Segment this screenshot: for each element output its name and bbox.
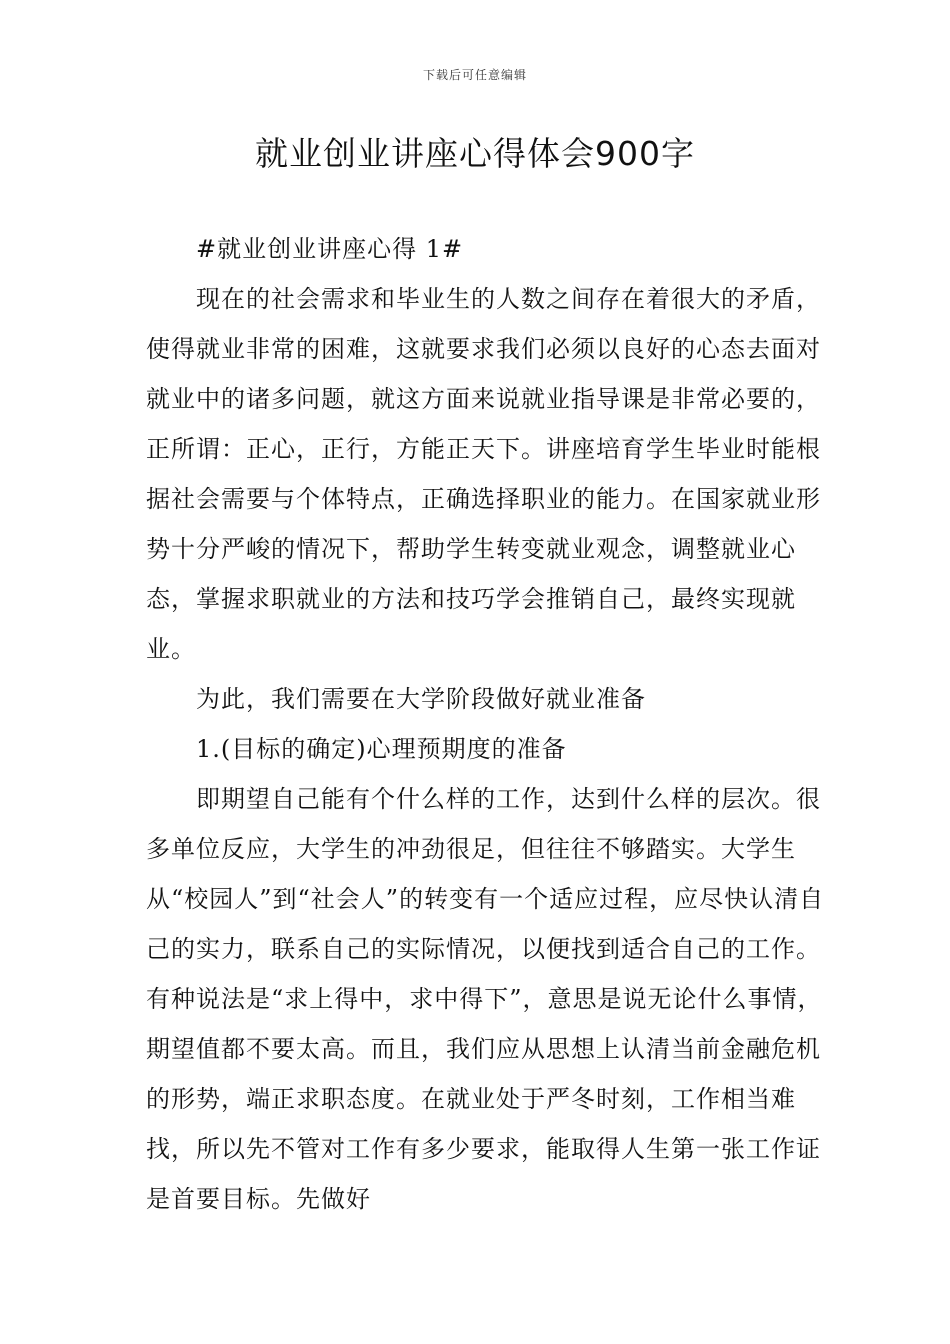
paragraph-expectation: 即期望自己能有个什么样的工作，达到什么样的层次。很多单位反应，大学生的冲劲很足，但往往不够踏实。大学生从“校园人”到“社会人”的转变有一个适应过程，应尽快认清自己的实力，联系自己的实际情况，以便找到适合自己的工作。有种说法是“求上得中，求中得下”，意思是说无论什么事情，期望值都不要太高。而且，我们应从思想上认清当前金融危机的形势，端正求职态度。在就业处于严冬时刻，工作相当难找，所以先不管对工作有多少要求，能取得人生第一张工作证是首要目标。先做好 (146, 785, 825, 1213)
paragraph-preparation: 为此，我们需要在大学阶段做好就业准备 (196, 685, 646, 713)
header-note: 下载后可任意编辑 (422, 68, 527, 82)
document-body (146, 224, 826, 1224)
paragraph-intro: 现在的社会需求和毕业生的人数之间存在着很大的矛盾，使得就业非常的困难，这就要求我们必须以良好的心态去面对就业中的诸多问题，就这方面来说就业指导课是非常必要的，正所谓：正心，正行，方能正天下。讲座培育学生毕业时能根据社会需要与个体特点，正确选择职业的能力。在国家就业形势十分严峻的情况下，帮助学生转变就业观念，调整就业心态，掌握求职就业的方法和技巧学会推销自己，最终实现就业。 (146, 285, 821, 663)
paragraph-item-1: 1.(目标的确定)心理预期度的准备 (196, 735, 567, 763)
document-title: 就业创业讲座心得体会900字 (255, 134, 695, 173)
section-heading: #就业创业讲座心得 1# (196, 235, 464, 263)
